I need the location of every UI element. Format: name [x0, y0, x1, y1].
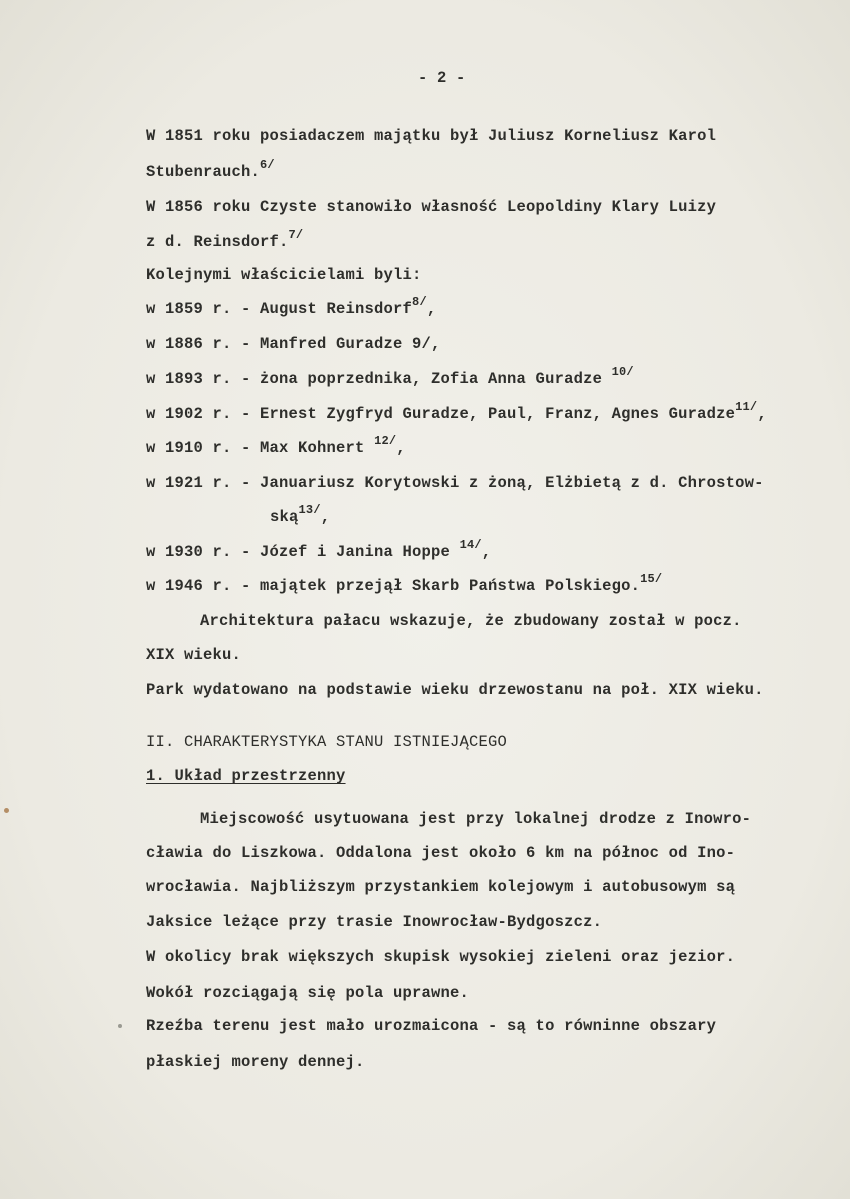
body-line-1: Miejscowość usytuowana jest przy lokalnej drodze z Inowro-	[200, 810, 752, 828]
body-line-3: wrocławia. Najbliższym przystankiem kolejowym i autobusowym są	[146, 878, 736, 896]
architecture-line-1: Architektura pałacu wskazuje, że zbudowany został w pocz.	[200, 612, 742, 630]
page-number: - 2 -	[418, 69, 466, 87]
intro-line-1: W 1851 roku posiadaczem majątku był Juliusz Korneliusz Karol	[146, 127, 717, 145]
footnote-ref-8: 8/	[412, 295, 427, 309]
paper-spot	[4, 808, 9, 813]
owner-1886: w 1886 r. - Manfred Guradze 9/,	[146, 335, 441, 353]
body-line-4: Jaksice leżące przy trasie Inowrocław-Bydgoszcz.	[146, 913, 603, 931]
architecture-line-2: XIX wieku.	[146, 646, 242, 664]
intro-line-4: z d. Reinsdorf.$^{7/}$	[146, 228, 304, 251]
owner-1902: w 1902 r. - Ernest Zygfryd Guradze, Paul, Franz, Agnes Guradze$^{11/}$,	[146, 400, 767, 423]
footnote-ref-15: 15/	[640, 572, 663, 586]
footnote-ref-11: 11/	[735, 400, 758, 414]
owner-1930: w 1930 r. - Józef i Janina Hoppe $^{14/}$,	[146, 538, 492, 561]
body-line-5: W okolicy brak większych skupisk wysokiej zieleni oraz jezior.	[146, 948, 736, 966]
section-heading: II. CHARAKTERYSTYKA STANU ISTNIEJĄCEGO	[146, 733, 508, 751]
intro-line-2: Stubenrauch.$^{6/}$	[146, 158, 275, 181]
owner-1859: w 1859 r. - August Reinsdorf$^{8/}$,	[146, 295, 437, 318]
footnote-ref-6: 6/	[260, 158, 275, 172]
body-line-7: Rzeźba terenu jest mało urozmaicona - są to równinne obszary	[146, 1017, 717, 1035]
owner-1921-continued: ską$^{13/}$,	[270, 503, 331, 526]
owner-1910: w 1910 r. - Max Kohnert $^{12/}$,	[146, 434, 406, 457]
subsection-heading: 1. Układ przestrzenny	[146, 767, 346, 785]
footnote-ref-14: 14/	[459, 538, 482, 552]
owner-1921: w 1921 r. - Januariusz Korytowski z żoną, Elżbietą z d. Chrostow-	[146, 474, 764, 492]
owner-1893: w 1893 r. - żona poprzednika, Zofia Anna Guradze $^{10/}$	[146, 365, 634, 388]
intro-line-5: Kolejnymi właścicielami byli:	[146, 266, 422, 284]
paper-spot	[118, 1024, 122, 1028]
footnote-ref-7: 7/	[288, 228, 304, 242]
body-line-2: cławia do Liszkowa. Oddalona jest około 6 km na północ od Ino-	[146, 844, 736, 862]
footnote-ref-10: 10/	[611, 365, 634, 379]
architecture-line-3: Park wydatowano na podstawie wieku drzewostanu na poł. XIX wieku.	[146, 681, 764, 699]
body-line-8: płaskiej moreny dennej.	[146, 1053, 365, 1071]
footnote-ref-13: 13/	[298, 503, 321, 517]
body-line-6: Wokół rozciągają się pola uprawne.	[146, 984, 470, 1002]
owner-1946: w 1946 r. - majątek przejął Skarb Państwa Polskiego.$^{15/}$	[146, 572, 663, 595]
intro-line-3: W 1856 roku Czyste stanowiło własność Leopoldiny Klary Luizy	[146, 198, 717, 216]
footnote-ref-12: 12/	[374, 434, 397, 448]
